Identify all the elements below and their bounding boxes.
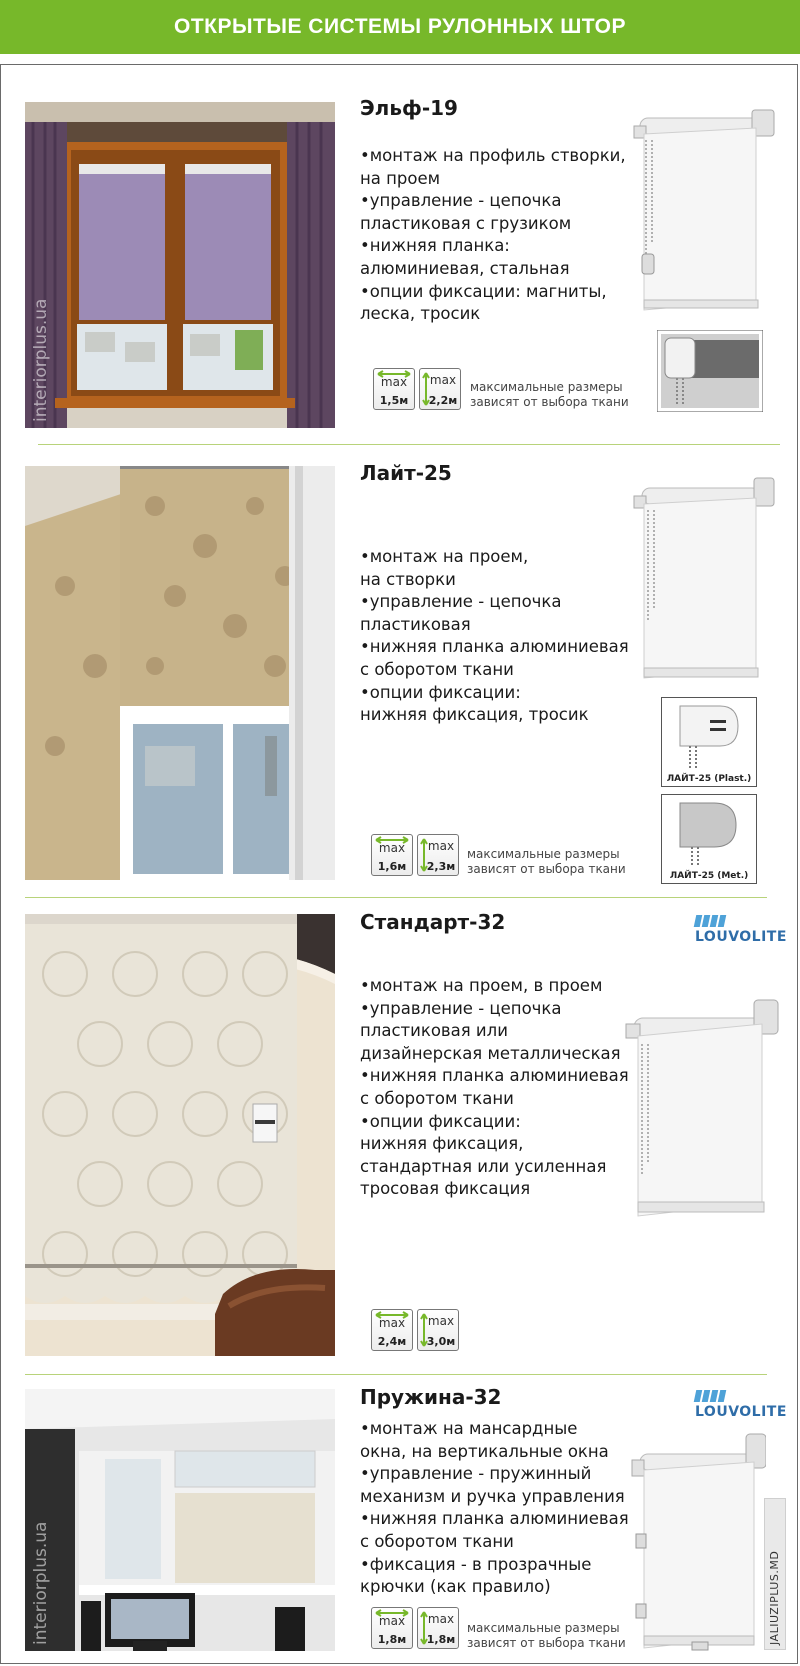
photo-elf19	[25, 102, 335, 428]
badge-label: max	[427, 1314, 455, 1328]
max-width-badge	[371, 1607, 413, 1649]
badge-label: max	[378, 1316, 406, 1330]
mechanism-caption: ЛАЙТ-25 (Met.)	[669, 871, 749, 881]
badge-label: max	[380, 375, 408, 389]
mechanism-icon	[662, 795, 756, 867]
mechanism-plastic-image	[661, 697, 757, 787]
feature-item: •монтаж на мансардные окна, на вертикальные окна	[360, 1419, 609, 1461]
feature-item: •монтаж на профиль створки, на проем	[360, 146, 626, 188]
max-width-badge	[373, 368, 415, 410]
mechanism-closeup-image	[657, 330, 763, 412]
feature-item: •нижняя планка алюминиевая с оборотом ткани	[360, 637, 629, 679]
badge-value: 2,3м	[426, 860, 456, 873]
feature-item: •опции фиксации: нижняя фиксация, тросик	[360, 682, 589, 725]
louvolite-logo	[695, 1390, 787, 1420]
feature-item: •управление - цепочка пластиковая или дизайнерская металлическая	[360, 998, 621, 1063]
size-note: максимальные размеры зависят от выбора ткани	[467, 1621, 626, 1650]
feature-item: •опции фиксации: магниты, леска, тросик	[360, 281, 607, 324]
page-title: ОТКРЫТЫЕ СИСТЕМЫ РУЛОННЫХ ШТОР	[174, 15, 626, 38]
badge-value: 2,2м	[428, 394, 458, 407]
max-height-badge	[419, 368, 461, 410]
product-features	[360, 1418, 635, 1599]
product-title: Лайт-25	[360, 461, 452, 485]
section-divider	[38, 444, 780, 445]
roller-blind-product-image	[630, 104, 780, 318]
product-features	[360, 546, 635, 727]
roller-blind-product-image	[630, 1424, 766, 1652]
product-title: Эльф-19	[360, 96, 458, 120]
badge-value: 1,6м	[377, 860, 407, 873]
product-features	[360, 975, 635, 1201]
feature-item: •управление - пружинный механизм и ручка управления	[360, 1464, 625, 1506]
badge-label: max	[378, 1614, 406, 1628]
feature-item: •опции фиксации: нижняя фиксация, стандартная или усиленная тросовая фиксация	[360, 1111, 607, 1199]
section-divider	[25, 1374, 767, 1375]
product-title: Пружина-32	[360, 1385, 502, 1409]
max-height-badge	[417, 1309, 459, 1351]
max-height-badge	[417, 1607, 459, 1649]
mechanism-caption: ЛАЙТ-25 (Plast.)	[666, 774, 752, 784]
feature-item: •нижняя планка алюминиевая с оборотом ткани	[360, 1066, 629, 1108]
roller-blind-product-image	[622, 994, 782, 1224]
louvolite-logo-icon	[695, 915, 787, 927]
page-header	[0, 0, 800, 54]
badge-label: max	[427, 839, 455, 853]
photo-standart32	[25, 914, 335, 1356]
side-logo-text: JALIUZIPLUS.MD	[768, 1550, 781, 1645]
louvolite-logo-text: LOUVOLITE	[695, 929, 787, 945]
product-title: Стандарт-32	[360, 910, 506, 934]
feature-item: •нижняя планка алюминиевая с оборотом ткани	[360, 1509, 629, 1551]
size-note: максимальные размеры зависят от выбора ткани	[467, 847, 626, 876]
badge-label: max	[378, 841, 406, 855]
roller-blind-product-image	[630, 470, 780, 686]
louvolite-logo-text: LOUVOLITE	[695, 1404, 787, 1420]
watermark: interiorplus.ua	[31, 298, 51, 422]
size-note: максимальные размеры зависят от выбора ткани	[470, 380, 629, 409]
badge-value: 1,8м	[377, 1633, 407, 1646]
feature-item: •нижняя планка: алюминиевая, стальная	[360, 236, 570, 278]
badge-value: 3,0м	[426, 1335, 456, 1348]
max-height-badge	[417, 834, 459, 876]
louvolite-logo	[695, 915, 787, 945]
feature-item: •фиксация - в прозрачные крючки (как правило)	[360, 1554, 592, 1597]
mechanism-icon	[662, 698, 756, 770]
photo-lait25	[25, 466, 335, 880]
feature-item: •монтаж на проем, на створки	[360, 547, 529, 589]
louvolite-logo-icon	[695, 1390, 787, 1402]
jaliuziplus-side-logo	[764, 1498, 786, 1650]
photo-pruzhina32	[25, 1389, 335, 1651]
badge-value: 2,4м	[377, 1335, 407, 1348]
product-features	[360, 145, 635, 326]
watermark: interiorplus.ua	[31, 1521, 51, 1645]
badge-label: max	[429, 373, 457, 387]
badge-value: 1,5м	[379, 394, 409, 407]
badge-label: max	[427, 1612, 455, 1626]
feature-item: •управление - цепочка пластиковая	[360, 592, 562, 634]
feature-item: •управление - цепочка пластиковая с грузиком	[360, 191, 572, 233]
section-divider	[25, 897, 767, 898]
max-width-badge	[371, 1309, 413, 1351]
badge-value: 1,8м	[426, 1633, 456, 1646]
max-width-badge	[371, 834, 413, 876]
mechanism-metal-image	[661, 794, 757, 884]
feature-item: •монтаж на проем, в проем	[360, 976, 603, 995]
